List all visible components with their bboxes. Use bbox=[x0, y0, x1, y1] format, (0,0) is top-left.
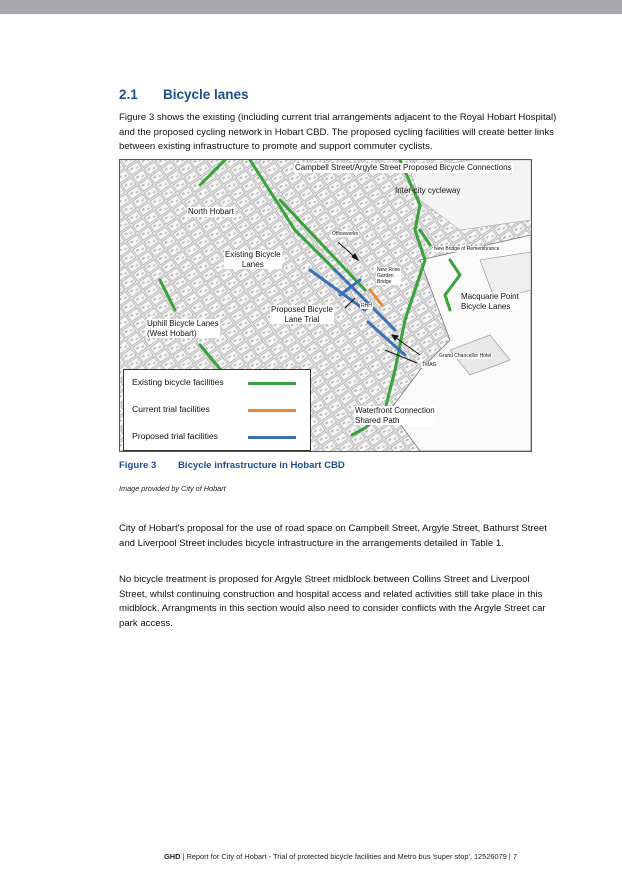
legend-swatch-proposed bbox=[248, 436, 296, 439]
map-label-waterfront-line1: Waterfront Connection bbox=[355, 406, 435, 415]
map-label-uphill-line1: Uphill Bicycle Lanes bbox=[147, 319, 219, 328]
map-label-new-rose bbox=[376, 267, 401, 285]
map-label-tmag: TMAG bbox=[422, 362, 437, 368]
top-band bbox=[0, 0, 622, 14]
map-label-new-bridge: New Bridge of Remembrance bbox=[434, 246, 500, 252]
map-label-uphill bbox=[146, 319, 220, 338]
legend-label-existing: Existing bicycle facilities bbox=[132, 377, 224, 387]
proposal-paragraph: City of Hobart's proposal for the use of road space on Campbell Street, Argyle Street, Bathurst Street and Liverpool Street includes bicycle infrastructure in the arrangements detailed in Table 1. bbox=[119, 523, 547, 549]
map-label-intercity: Inter-city cycleway bbox=[395, 186, 461, 195]
legend-swatch-current bbox=[248, 409, 296, 412]
map-label-macquarie bbox=[460, 292, 520, 311]
legend-label-proposed: Proposed trial facilities bbox=[132, 431, 218, 441]
figure-credit: Image provided by City of Hobart bbox=[119, 484, 226, 493]
legend-swatch-existing bbox=[248, 382, 296, 385]
bicycle-map bbox=[119, 159, 532, 452]
footer-brand: GHD bbox=[164, 852, 181, 861]
figure-caption bbox=[119, 460, 345, 471]
page-footer bbox=[164, 852, 517, 861]
map-label-proposed bbox=[270, 305, 334, 324]
map-label-campbell: Campbell Street/Argyle Street Proposed Bicycle Connections bbox=[295, 163, 512, 172]
map-label-macquarie-line2: Bicycle Lanes bbox=[461, 301, 511, 311]
section-number: 2.1 bbox=[119, 87, 138, 102]
map-label-new-rose-line3: Bridge bbox=[377, 279, 392, 285]
argyle-paragraph: No bicycle treatment is proposed for Argyle Street midblock between Collins Street and Liverpool Street, whilst continuing construction and hospital access and related activities still take place in this midblock. Arrangments in this section would also need to consider conflicts with the Argyle Street car park access. bbox=[119, 574, 546, 629]
map-label-waterfront bbox=[354, 406, 436, 425]
map-label-existing-lanes bbox=[224, 250, 282, 269]
map-label-proposed-line2: Lane Trial bbox=[284, 314, 320, 324]
figure-title: Bicycle infrastructure in Hobart CBD bbox=[178, 460, 345, 471]
legend-label-current: Current trial facilities bbox=[132, 404, 210, 414]
map-label-proposed-line1: Proposed Bicycle bbox=[271, 305, 333, 314]
footer-text: | Report for City of Hobart - Trial of protected bicycle facilities and Metro bus 'super stop', 12526079 | 7 bbox=[180, 852, 517, 861]
figure-number: Figure 3 bbox=[119, 460, 157, 471]
map-label-north-hobart: North Hobart bbox=[188, 207, 234, 216]
section-heading bbox=[119, 87, 249, 102]
map-label-officeworks: Officeworks bbox=[332, 231, 359, 237]
map-label-new-rose-line1: New Rose bbox=[377, 267, 401, 273]
section-title: Bicycle lanes bbox=[163, 87, 249, 102]
map-label-grand: Grand Chancellor Hotel bbox=[439, 353, 492, 359]
map-label-new-rose-line2: Garden bbox=[377, 273, 394, 279]
map-label-existing-lanes-line2: Lanes bbox=[241, 259, 264, 269]
map-label-waterfront-line2: Shared Path bbox=[355, 415, 400, 425]
map-label-uphill-line2: (West Hobart) bbox=[147, 328, 197, 338]
map-label-macquarie-line1: Macquarie Point bbox=[461, 292, 519, 301]
map-label-rhh: RHH bbox=[361, 303, 372, 309]
map-legend bbox=[123, 369, 311, 451]
intro-paragraph: Figure 3 shows the existing (including current trial arrangements adjacent to the Royal Hobart Hospital) and the proposed cycling network in Hobart CBD. The proposed cycling facilities will create better links between existing infrastructure to promote and support commuter cyclists. bbox=[119, 112, 557, 153]
map-label-existing-lanes-line1: Existing Bicycle bbox=[225, 250, 281, 259]
